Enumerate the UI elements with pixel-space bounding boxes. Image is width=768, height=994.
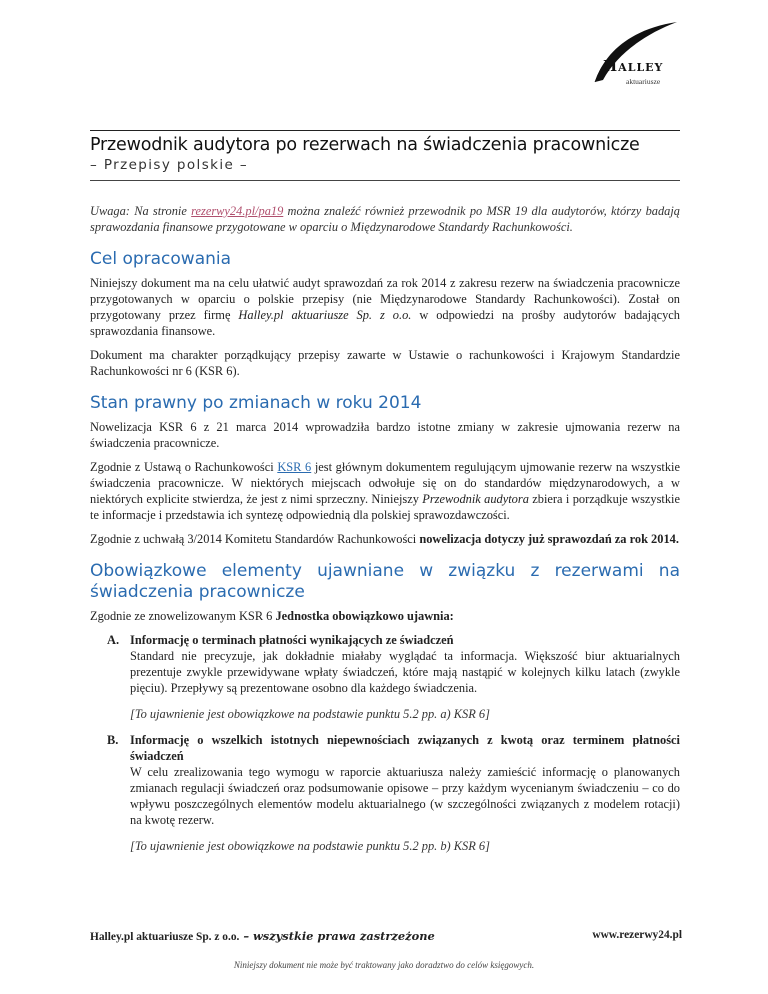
section-purpose: [90, 249, 680, 379]
item-letter: B.: [107, 733, 119, 747]
title-bottom-rule: [90, 180, 680, 181]
bold-text: nowelizacja dotyczy już sprawozdań za rok 2014.: [419, 532, 679, 546]
section-heading: Stan prawny po zmianach w roku 2014: [90, 393, 422, 413]
text-span: Niniejszy dokument ma na celu ułatwić audyt sprawozdań za rok 2014 z zakresu rezerw na świadczenia pracownicze przygotowanych w oparciu o polskie przepisy (nie Międzynarodowe Standardy Rachunkowości). Został on przygotowany przez firmę: [90, 276, 680, 322]
ksr6-link[interactable]: KSR 6: [277, 460, 312, 474]
halley-logo: [565, 20, 685, 92]
section-legal-status: [90, 393, 680, 547]
text-span: Zgodnie ze znowelizowanym KSR 6: [90, 609, 276, 623]
item-reference: [To ujawnienie jest obowiązkowe na podstawie punktu 5.2 pp. b) KSR 6]: [130, 839, 490, 853]
text-span: w odpowiedzi na prośby audytorów badających sprawozdania finansowe.: [90, 308, 680, 338]
note-suffix: można znaleźć również przewodnik po MSR 19 dla audytorów, którzy badają sprawozdania finansowe przygotowane w oparciu o Międzynarodowe Standardy Rachunkowości.: [90, 204, 680, 234]
document-body: [90, 203, 680, 864]
company-name: Halley.pl aktuariusze Sp. z o.o.: [90, 931, 240, 943]
item-letter: A.: [107, 633, 120, 647]
paragraph: Dokument ma charakter porządkujący przepisy zawarte w Ustawie o rachunkowości i Krajowym Standardzie Rachunkowości nr 6 (KSR 6).: [90, 348, 680, 378]
title-top-rule: [90, 130, 680, 131]
note-paragraph: [90, 203, 680, 235]
emphasis-text: Przewodnik audytora: [422, 492, 529, 506]
note-link[interactable]: rezerwy24.pl/pa19: [191, 204, 284, 218]
paragraph: [90, 608, 680, 624]
list-item: [90, 632, 680, 722]
paragraph: Nowelizacja KSR 6 z 21 marca 2014 wprowadziła bardzo istotne zmiany w zakresie ujmowania rezerw na świadczenia pracownicze.: [90, 420, 680, 450]
document-title: Przewodnik audytora po rezerwach na świadczenia pracownicze: [90, 135, 640, 155]
note-prefix: Uwaga: Na stronie: [90, 204, 192, 218]
section-heading: Cel opracowania: [90, 249, 232, 269]
section-disclosures: [90, 561, 680, 854]
paragraph: [90, 459, 680, 523]
footer-website: www.rezerwy24.pl: [592, 929, 682, 941]
footer-disclaimer: Niniejszy dokument nie może być traktowany jako doradztwo do celów księgowych.: [233, 960, 535, 970]
paragraph: [90, 531, 680, 547]
text-span: Zgodnie z uchwałą 3/2014 Komitetu Standardów Rachunkowości: [90, 532, 420, 546]
list-item: [90, 732, 680, 854]
document-subtitle: – Przepisy polskie –: [90, 157, 249, 173]
rights-text: – wszystkie prawa zastrzeżone: [239, 929, 435, 943]
bold-text: Jednostka obowiązkowo ujawnia:: [275, 609, 454, 623]
logo-name: Halley: [603, 57, 664, 75]
text-span: jest głównym dokumentem regulującym ujmowanie rezerw na wszystkie świadczenia pracownicze. W niektórych miejscach odwołuje się on do standardów międzynarodowych, a w niektórych explicite stwierdza, że jest z nimi sprzeczny. Niniejszy: [90, 460, 680, 506]
company-name: Halley.pl aktuariusze Sp. z o.o.: [238, 308, 412, 322]
item-reference: [To ujawnienie jest obowiązkowe na podstawie punktu 5.2 pp. a) KSR 6]: [130, 707, 490, 721]
section-heading: Obowiązkowe elementy ujawniane w związku z rezerwami na świadczenia pracownicze: [90, 561, 680, 602]
footer-company: [90, 929, 435, 943]
title-block: [90, 130, 680, 181]
item-description: Standard nie precyzuje, jak dokładnie miałaby wyglądać ta informacja. Większość biur aktuarialnych prezentuje zwykle przewidywane wpłaty świadczeń, które mają nastąpić w kolejnych kilku latach (zwykle pięciu). Przepływy są prezentowane osobno dla każdego świadczenia.: [130, 649, 680, 695]
disclosure-list: [90, 632, 680, 854]
logo-subtitle: aktuariusze: [626, 77, 661, 86]
paragraph: [90, 275, 680, 339]
item-title: Informację o wszelkich istotnych niepewnościach związanych z kwotą oraz terminem płatności świadczeń: [130, 733, 680, 763]
item-description: W celu zrealizowania tego wymogu w raporcie aktuariusza należy zamieścić informację o planowanych zmianach regulacji świadczeń oraz podsumowanie opisowe – przy każdym wycenianym świadczeniu – co do wpływu poszczególnych elementów modelu aktuarialnego (w szczególności związanych z modelem rotacji) na kwotę rezerw.: [130, 765, 680, 827]
text-span: Zgodnie z Ustawą o Rachunkowości: [90, 460, 278, 474]
item-title: Informację o terminach płatności wynikających ze świadczeń: [130, 633, 454, 647]
text-span: zbiera i porządkuje wszystkie te informacje i przedstawia ich syntezę odpowiednią dla polskiej sprawozdawczości.: [90, 492, 680, 522]
comet-swoosh-icon: [565, 20, 685, 92]
